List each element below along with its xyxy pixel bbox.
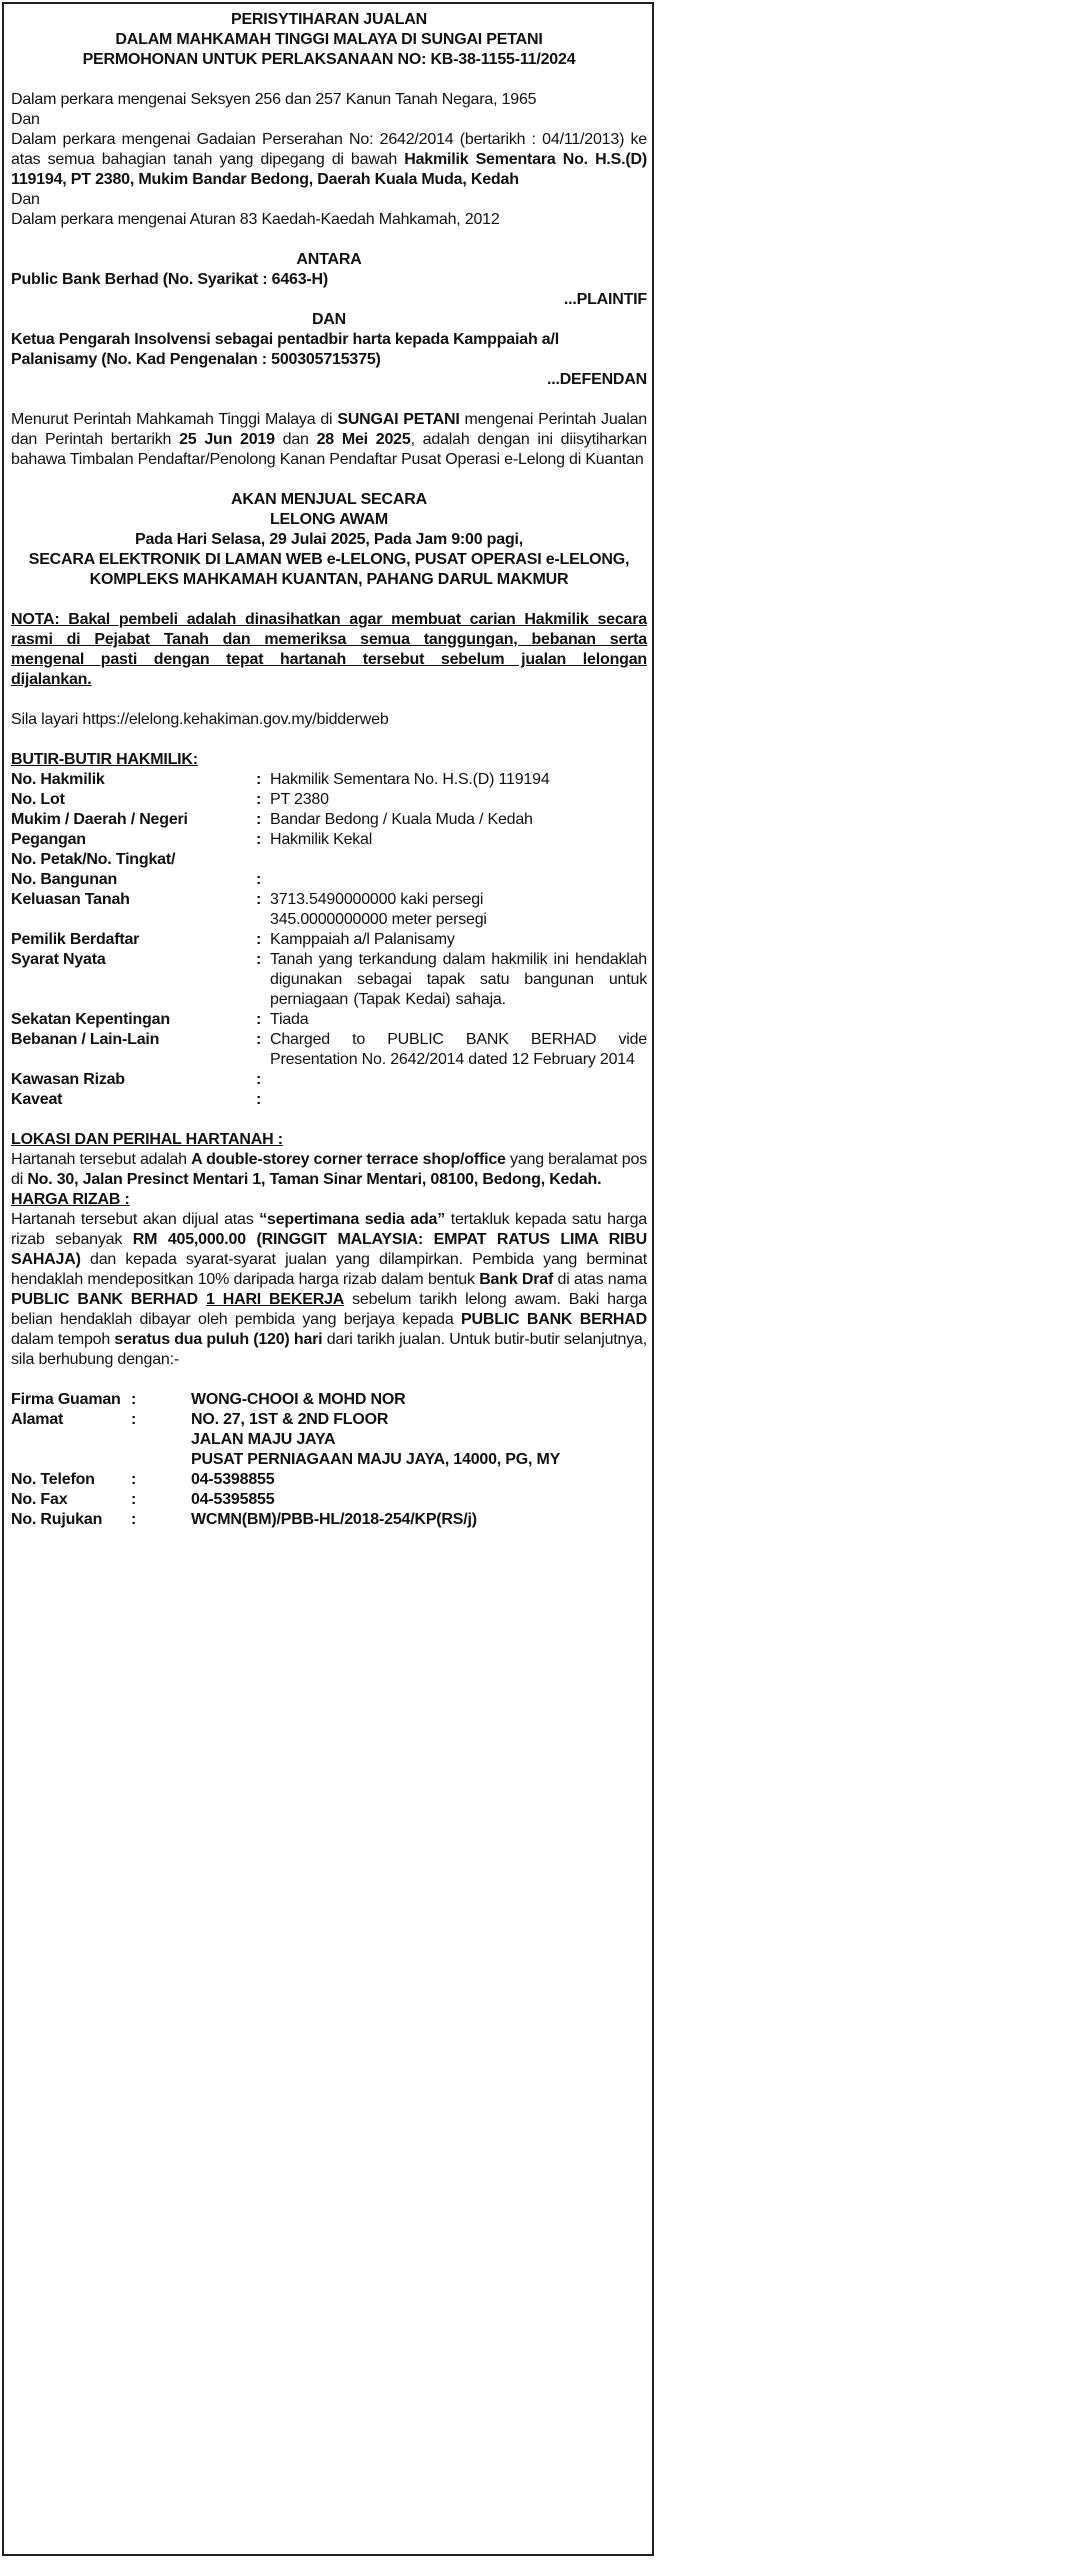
contact-reference: No. Rujukan : WCMN(BM)/PBB-HL/2018-254/KP(RS/j) bbox=[11, 1511, 477, 1528]
auction-venue-1: SECARA ELEKTRONIK DI LAMAN WEB e-LELONG, PUSAT OPERASI e-LELONG, bbox=[28, 551, 630, 568]
bidder-website: Sila layari https://elelong.kehakiman.gov.my/bidderweb bbox=[11, 711, 389, 728]
contact-fax: No. Fax : 04-5395855 bbox=[11, 1491, 275, 1508]
detail-row: No. Petak/No. Tingkat/ bbox=[11, 851, 176, 868]
title-details-table bbox=[11, 770, 647, 1110]
detail-row: No. Hakmilik : Hakmilik Sementara No. H.S.(D) 119194 bbox=[11, 771, 550, 788]
header-line-3: PERMOHONAN UNTUK PERLAKSANAAN NO: KB-38-1155-11/2024 bbox=[82, 51, 576, 68]
dan-heading: DAN bbox=[311, 311, 347, 328]
header-line-1: PERISYTIHARAN JUALAN bbox=[230, 11, 428, 28]
matter-paragraph-2: Dalam perkara mengenai Gadaian Perserahan No: 2642/2014 (bertarikh : 04/11/2013) ke atas semua bahagian tanah yang dipegang di bawah Hakmilik Sementara No. H.S.(D) 119194, PT 2380, Mukim Bandar Bedong, Daerah Kuala Muda, Kedah bbox=[11, 131, 647, 188]
detail-row: Kaveat : bbox=[11, 1091, 262, 1108]
location-heading: LOKASI DAN PERIHAL HARTANAH : bbox=[11, 1131, 283, 1148]
antara-heading: ANTARA bbox=[296, 251, 362, 268]
title-details-heading: BUTIR-BUTIR HAKMILIK: bbox=[11, 751, 198, 768]
auction-venue-2: KOMPLEKS MAHKAMAH KUANTAN, PAHANG DARUL MAKMUR bbox=[89, 571, 569, 588]
title-reference: Hakmilik Sementara No. H.S.(D) 119194, PT 2380, Mukim Bandar Bedong, Daerah Kuala Muda, Kedah bbox=[11, 151, 647, 188]
matter-paragraph-3: Dalam perkara mengenai Aturan 83 Kaedah-Kaedah Mahkamah, 2012 bbox=[11, 211, 500, 228]
detail-row: Mukim / Daerah / Negeri : Bandar Bedong / Kuala Muda / Kedah bbox=[11, 811, 533, 828]
header-line-2: DALAM MAHKAMAH TINGGI MALAYA DI SUNGAI PETANI bbox=[115, 31, 543, 48]
plaintiff-role: ...PLAINTIF bbox=[563, 291, 647, 308]
sale-proclamation bbox=[11, 10, 647, 1530]
detail-row: Pegangan : Hakmilik Kekal bbox=[11, 831, 373, 848]
defendant-role: ...DEFENDAN bbox=[546, 371, 647, 388]
contact-address: Alamat : NO. 27, 1ST & 2ND FLOOR JALAN MAJU JAYA PUSAT PERNIAGAAN MAJU JAYA, 14000, PG, MY bbox=[11, 1411, 561, 1468]
matter-dan-1: Dan bbox=[11, 111, 40, 128]
matter-dan-2: Dan bbox=[11, 191, 40, 208]
reserve-heading: HARGA RIZAB : bbox=[11, 1191, 130, 1208]
contact-phone: No. Telefon : 04-5398855 bbox=[11, 1471, 275, 1488]
auction-line-2: LELONG AWAM bbox=[269, 511, 389, 528]
detail-row: No. Bangunan : bbox=[11, 871, 262, 888]
detail-row: Kawasan Rizab : bbox=[11, 1071, 262, 1088]
order-paragraph: Menurut Perintah Mahkamah Tinggi Malaya di SUNGAI PETANI mengenai Perintah Jualan dan Perintah bertarikh 25 Jun 2019 dan 28 Mei 2025, adalah dengan ini diisytiharkan bahawa Timbalan Pendaftar/Penolong Kanan Pendaftar Pusat Operasi e-Lelong di Kuantan bbox=[11, 411, 647, 468]
detail-row: Bebanan / Lain-Lain : Charged to PUBLIC BANK BERHAD vide Presentation No. 2642/2014 dated 12 February 2014 bbox=[11, 1031, 647, 1068]
plaintiff-name: Public Bank Berhad (No. Syarikat : 6463-H) bbox=[11, 271, 329, 288]
auction-line-1: AKAN MENJUAL SECARA bbox=[231, 491, 427, 508]
detail-row: No. Lot : PT 2380 bbox=[11, 791, 329, 808]
defendant-name: Ketua Pengarah Insolvensi sebagai pentadbir harta kepada Kamppaiah a/l Palanisamy (No. Kad Pengenalan : 500305715375) bbox=[11, 331, 559, 368]
reserve-paragraph: Hartanah tersebut akan dijual atas “sepertimana sedia ada” tertakluk kepada satu harga rizab sebanyak RM 405,000.00 (RINGGIT MALAYSIA: EMPAT RATUS LIMA RIBU SAHAJA) dan kepada syarat-syarat jualan yang dilampirkan. Pembida yang berminat hendaklah mendepositkan 10% daripada harga rizab dalam bentuk Bank Draf di atas nama PUBLIC BANK BERHAD 1 HARI BEKERJA sebelum tarikh lelong awam. Baki harga belian hendaklah dibayar oleh pembida yang berjaya kepada PUBLIC BANK BERHAD dalam tempoh seratus dua puluh (120) hari dari tarikh jualan. Untuk butir-butir selanjutnya, sila berhubung dengan:- bbox=[11, 1211, 648, 1368]
detail-row: Sekatan Kepentingan : Tiada bbox=[11, 1011, 309, 1028]
detail-row: Keluasan Tanah : 3713.5490000000 kaki persegi 345.0000000000 meter persegi bbox=[11, 891, 487, 928]
contact-firm: Firma Guaman : WONG-CHOOI & MOHD NOR bbox=[11, 1391, 406, 1408]
nota-warning: NOTA: Bakal pembeli adalah dinasihatkan agar membuat carian Hakmilik secara rasmi di Pejabat Tanah dan memeriksa semua tanggungan, bebanan serta mengenal pasti dengan tepat hartanah tersebut sebelum jualan lelongan dijalankan. bbox=[11, 611, 647, 688]
detail-row: Syarat Nyata : Tanah yang terkandung dalam hakmilik ini hendaklah digunakan sebagai tapak satu bangunan untuk perniagaan (Tapak Kedai) sahaja. bbox=[11, 951, 647, 1008]
detail-row: Pemilik Berdaftar : Kamppaiah a/l Palanisamy bbox=[11, 931, 455, 948]
contact-block bbox=[11, 1390, 647, 1530]
location-paragraph: Hartanah tersebut adalah A double-storey corner terrace shop/office yang beralamat pos di No. 30, Jalan Presinct Mentari 1, Taman Sinar Mentari, 08100, Bedong, Kedah. bbox=[11, 1151, 647, 1188]
matter-paragraph-1: Dalam perkara mengenai Seksyen 256 dan 257 Kanun Tanah Negara, 1965 bbox=[11, 91, 537, 108]
auction-date: Pada Hari Selasa, 29 Julai 2025, Pada Jam 9:00 pagi, bbox=[134, 531, 524, 548]
